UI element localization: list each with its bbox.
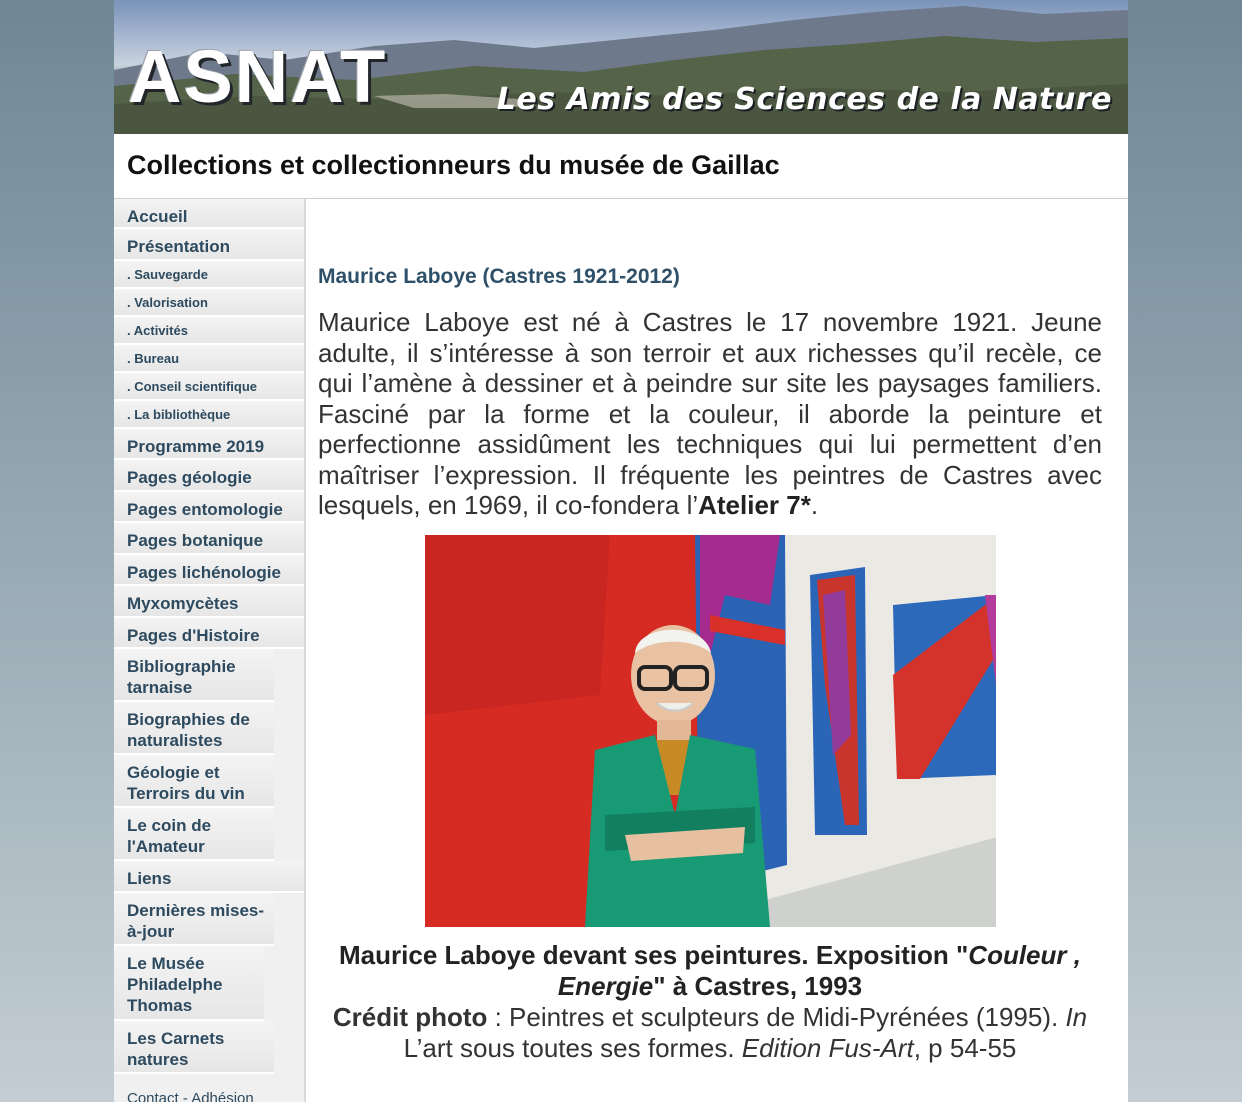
title-bar [114, 134, 1128, 199]
main-content [318, 199, 1102, 1102]
sidebar-item-7[interactable]: . La bibliothèque [114, 401, 304, 429]
caption-credit-book: L’art sous toutes ses formes. [403, 1033, 742, 1063]
article-paragraph-text: Maurice Laboye est né à Castres le 17 novembre 1921. Jeune adulte, il s’intéresse à son terroir et aux richesses qu’il recèle, ce qui l’amène à dessiner et à peindre sur site les paysages familiers. Fasciné par la forme et la couleur, il aborde la peinture et perfectionne assidûment les techniques qui lui permettent d’en maîtriser l’expression. Il fréquente les peintres de Castres avec lesquels, en 1969, il co-fondera l’ [318, 307, 1102, 520]
article-heading: Maurice Laboye (Castres 1921-2012) [318, 265, 680, 288]
caption-credit-pages: , p 54-55 [913, 1033, 1017, 1063]
contact-link[interactable]: Contact - Adhésion [114, 1074, 304, 1102]
caption-exhibition-name: Couleur , Energie [557, 940, 1081, 1001]
sidebar-item-4[interactable]: . Activités [114, 317, 304, 345]
photo-image [425, 535, 996, 927]
sidebar-item-5[interactable]: . Bureau [114, 345, 304, 373]
caption-title-end: " à Castres, 1993 [653, 971, 863, 1001]
page [114, 0, 1128, 1102]
article-paragraph [318, 307, 1102, 521]
sidebar-item-3[interactable]: . Valorisation [114, 289, 304, 317]
sidebar-item-15[interactable]: Bibliographie tarnaise [114, 649, 274, 702]
site-banner[interactable] [114, 0, 1128, 134]
site-logo[interactable]: ASNAT [128, 35, 388, 118]
caption-credit-publisher: Edition Fus-Art [741, 1033, 914, 1063]
sidebar-item-21[interactable]: Le Musée Philadelphe Thomas [114, 946, 264, 1021]
photo-laboye-paintings [425, 535, 996, 927]
page-title: Collections et collectionneurs du musée de Gaillac [127, 150, 780, 180]
sidebar-item-20[interactable]: Dernières mises-à-jour [114, 893, 274, 946]
sidebar-item-12[interactable]: Pages lichénologie [114, 555, 304, 587]
caption-title-text: Maurice Laboye devant ses peintures. Exposition " [339, 940, 969, 970]
caption-title [339, 940, 1081, 1001]
sidebar-item-22[interactable]: Les Carnets natures [114, 1021, 274, 1074]
sidebar-item-10[interactable]: Pages entomologie [114, 492, 304, 524]
sidebar-item-18[interactable]: Le coin de l'Amateur [114, 808, 274, 861]
sidebar-item-13[interactable]: Myxomycètes [114, 586, 304, 618]
sidebar-item-0[interactable]: Accueil [114, 199, 304, 229]
site-tagline: Les Amis des Sciences de la Nature [496, 82, 1112, 117]
article-paragraph-end: . [810, 490, 819, 520]
caption-credit-in: In [1065, 1002, 1088, 1032]
sidebar-item-19[interactable]: Liens [114, 861, 304, 893]
sidebar-nav [114, 199, 306, 1102]
sidebar-item-2[interactable]: . Sauvegarde [114, 261, 304, 289]
photo-caption [318, 940, 1102, 1064]
sidebar-item-8[interactable]: Programme 2019 [114, 429, 304, 461]
sidebar-item-16[interactable]: Biographies de naturalistes [114, 702, 274, 755]
sidebar-item-14[interactable]: Pages d'Histoire [114, 618, 304, 650]
sidebar-item-9[interactable]: Pages géologie [114, 460, 304, 492]
sidebar-item-11[interactable]: Pages botanique [114, 523, 304, 555]
atelier-7-strong: Atelier 7* [698, 490, 811, 520]
caption-credit-label: Crédit photo [332, 1002, 488, 1032]
sidebar-item-6[interactable]: . Conseil scientifique [114, 373, 304, 401]
sidebar-nav-list [114, 199, 304, 1102]
caption-credit-text: : Peintres et sculpteurs de Midi-Pyrénées (1995). [487, 1002, 1066, 1032]
sidebar-item-1[interactable]: Présentation [114, 229, 304, 261]
sidebar-item-17[interactable]: Géologie et Terroirs du vin [114, 755, 274, 808]
